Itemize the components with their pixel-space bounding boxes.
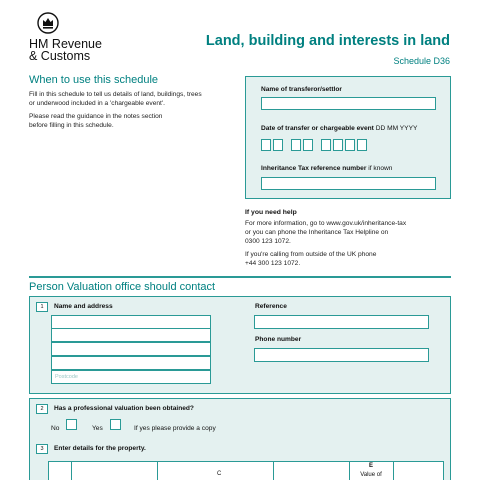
- reference-label: Reference: [255, 303, 287, 310]
- table-column-divider: [349, 462, 350, 480]
- table-column-divider: [393, 462, 394, 480]
- address-line-input[interactable]: [51, 342, 211, 356]
- help-text-line: If you're calling from outside of the UK phone: [245, 251, 377, 258]
- date-day-digit[interactable]: [273, 139, 283, 151]
- question-number: 1: [36, 302, 48, 312]
- valuation-question-label: Has a professional valuation been obtained?: [54, 405, 194, 412]
- date-year-digit[interactable]: [321, 139, 331, 151]
- date-format-hint: DD MM YYYY: [375, 125, 418, 132]
- royal-crest-icon: [37, 12, 59, 34]
- date-label: [261, 125, 417, 132]
- section-heading: Person Valuation office should contact: [29, 281, 216, 293]
- org-name-line2: & Customs: [29, 49, 91, 63]
- when-text-line: Fill in this schedule to tell us details of land, buildings, trees: [29, 91, 202, 98]
- yes-hint: If yes please provide a copy: [134, 425, 216, 432]
- help-text-line: For more information, go to www.gov.uk/inheritance-tax: [245, 220, 407, 227]
- question-number: 2: [36, 404, 48, 414]
- help-text-line: or you can phone the Inheritance Tax Helpline on: [245, 229, 389, 236]
- question-1-panel: [29, 296, 451, 394]
- reference-input[interactable]: [254, 315, 429, 329]
- phone-label: Phone number: [255, 336, 302, 343]
- help-text-line: 0300 123 1072.: [245, 238, 291, 245]
- column-e-header: E: [368, 463, 373, 469]
- property-table: [48, 461, 444, 480]
- column-e-subheader: Value of: [360, 472, 382, 478]
- address-line-input[interactable]: [51, 356, 211, 370]
- date-year-digit[interactable]: [345, 139, 355, 151]
- help-heading: If you need help: [245, 209, 297, 216]
- page-title: Land, building and interests in land: [205, 33, 450, 49]
- iht-hint: if known: [368, 165, 393, 172]
- date-month-digit[interactable]: [303, 139, 313, 151]
- phone-input[interactable]: [254, 348, 429, 362]
- when-text-line: before filling in this schedule.: [29, 122, 114, 129]
- date-label-text: Date of transfer or chargeable event: [261, 125, 374, 132]
- when-heading: When to use this schedule: [29, 74, 159, 86]
- date-year-digit[interactable]: [357, 139, 367, 151]
- no-label: No: [51, 425, 60, 432]
- iht-label: [261, 165, 392, 172]
- date-year-digit[interactable]: [333, 139, 343, 151]
- transferor-name-input[interactable]: [261, 97, 436, 110]
- name-address-label: Name and address: [54, 303, 113, 310]
- transferor-panel: [245, 76, 451, 199]
- yes-label: Yes: [92, 425, 103, 432]
- table-column-divider: [157, 462, 158, 480]
- no-checkbox[interactable]: [66, 419, 77, 430]
- question-2-3-panel: [29, 398, 451, 480]
- when-text-line: Please read the guidance in the notes section: [29, 113, 163, 120]
- address-line-input[interactable]: [51, 315, 211, 329]
- iht-reference-input[interactable]: [261, 177, 436, 190]
- question-number: 3: [36, 444, 48, 454]
- transferor-name-label: Name of transferor/settlor: [261, 86, 342, 93]
- property-details-label: Enter details for the property.: [54, 445, 146, 452]
- column-c-header: C: [217, 471, 222, 477]
- postcode-input[interactable]: Postcode: [51, 370, 211, 384]
- table-column-divider: [71, 462, 72, 480]
- schedule-label: Schedule D36: [393, 56, 450, 66]
- table-column-divider: [273, 462, 274, 480]
- section-divider: [29, 276, 451, 278]
- when-text-line: or underwood included in a 'chargeable event'.: [29, 100, 165, 107]
- help-text-line: +44 300 123 1072.: [245, 260, 301, 267]
- iht-label-text: Inheritance Tax reference number: [261, 165, 367, 172]
- address-line-input[interactable]: [51, 328, 211, 342]
- org-name-line1: HM Revenue: [29, 37, 102, 51]
- yes-checkbox[interactable]: [110, 419, 121, 430]
- date-day-digit[interactable]: [261, 139, 271, 151]
- date-month-digit[interactable]: [291, 139, 301, 151]
